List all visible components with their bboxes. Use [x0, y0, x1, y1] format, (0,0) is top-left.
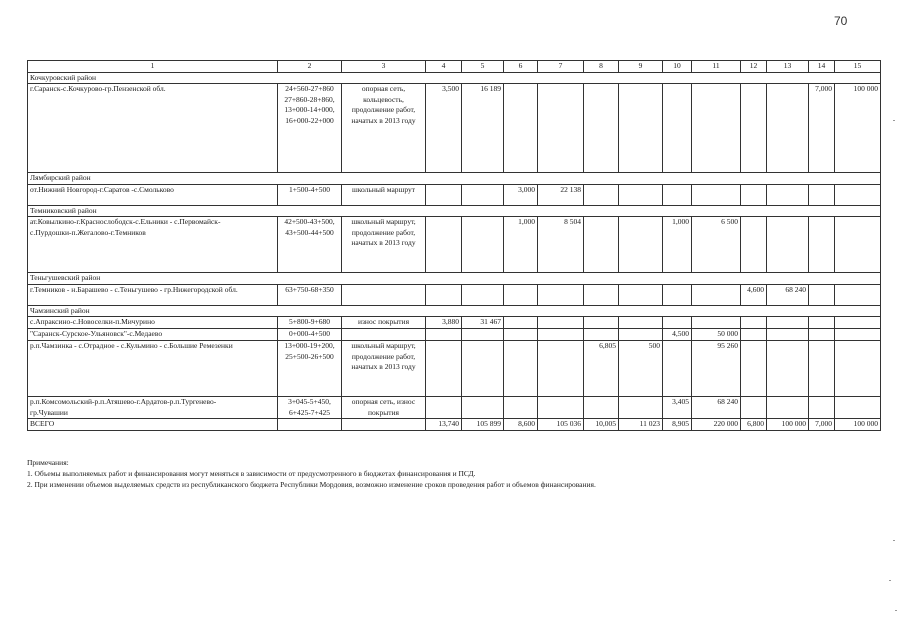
cell	[584, 217, 619, 273]
table-row	[28, 284, 881, 305]
road-km: 13+000-19+200, 25+500-26+500	[278, 341, 342, 397]
cell	[538, 84, 584, 173]
cell	[767, 84, 809, 173]
cell	[809, 329, 835, 341]
cell: 68 240	[692, 397, 741, 419]
section-row	[28, 205, 881, 217]
note-1: 1. Объемы выполняемых работ и финансирования могут меняться в зависимости от предусмотренного в бюджетах финансирования и ПСД.	[27, 469, 476, 478]
notes-title: Примечания:	[27, 458, 69, 467]
work-reason: школьный маршрут, продолжение работ, начатых в 2013 году	[342, 217, 426, 273]
scan-speck	[893, 120, 895, 121]
cell	[809, 284, 835, 305]
col-header-11: 11	[692, 61, 741, 73]
cell: 68 240	[767, 284, 809, 305]
road-km: 63+750-68+350	[278, 284, 342, 305]
scan-speck	[893, 540, 895, 541]
road-works-table	[27, 60, 881, 431]
note-2: 2. При изменении объемов выделяемых средств из республиканского бюджета Республики Мордовия, возможно изменение сроков проведения работ и объемов финансирования.	[27, 480, 596, 489]
cell: 4,500	[663, 329, 692, 341]
cell	[584, 284, 619, 305]
cell	[504, 317, 538, 329]
cell	[278, 419, 342, 431]
cell	[741, 329, 767, 341]
cell	[538, 341, 584, 397]
cell	[809, 397, 835, 419]
road-name: "Саранск-Сурское-Ульяновск"-с.Медаево	[28, 329, 278, 341]
section-tengushevsky: Теньгушевский район	[28, 273, 881, 285]
cell: 16 189	[462, 84, 504, 173]
cell	[692, 317, 741, 329]
cell	[663, 341, 692, 397]
road-km: 0+000-4+500	[278, 329, 342, 341]
cell	[584, 329, 619, 341]
table-row	[28, 397, 881, 419]
total-cell: 8,905	[663, 419, 692, 431]
cell	[462, 341, 504, 397]
cell	[663, 84, 692, 173]
total-cell: 100 000	[835, 419, 881, 431]
cell	[462, 184, 504, 205]
cell	[767, 329, 809, 341]
col-header-14: 14	[809, 61, 835, 73]
road-name: от.Нижний Новгород-г.Саратов -с.Смольково	[28, 184, 278, 205]
cell	[504, 397, 538, 419]
cell	[426, 341, 462, 397]
col-header-2: 2	[278, 61, 342, 73]
cell	[692, 184, 741, 205]
total-cell: 10,005	[584, 419, 619, 431]
cell	[835, 341, 881, 397]
total-cell: 105 036	[538, 419, 584, 431]
col-header-4: 4	[426, 61, 462, 73]
col-header-15: 15	[835, 61, 881, 73]
scan-speck	[895, 610, 897, 611]
cell	[835, 284, 881, 305]
work-reason: школьный маршрут, продолжение работ, начатых в 2013 году	[342, 341, 426, 397]
total-row	[28, 419, 881, 431]
cell	[741, 184, 767, 205]
cell: 6,805	[584, 341, 619, 397]
cell: 31 467	[462, 317, 504, 329]
cell: 6 500	[692, 217, 741, 273]
cell: 95 260	[692, 341, 741, 397]
road-name: р.п.Чамзинка - с.Отрадное - с.Кульмино - с.Большие Ремезенки	[28, 341, 278, 397]
total-cell: 7,000	[809, 419, 835, 431]
cell: 50 000	[692, 329, 741, 341]
total-cell: 11 023	[619, 419, 663, 431]
cell	[538, 317, 584, 329]
section-row	[28, 72, 881, 84]
col-header-8: 8	[584, 61, 619, 73]
cell: 8 504	[538, 217, 584, 273]
col-header-10: 10	[663, 61, 692, 73]
cell	[835, 184, 881, 205]
work-reason: износ покрытия	[342, 317, 426, 329]
section-row	[28, 305, 881, 317]
cell	[504, 329, 538, 341]
table-row	[28, 329, 881, 341]
work-reason: опорная сеть, кольцевость, продолжение работ, начатых в 2013 году	[342, 84, 426, 173]
cell	[426, 184, 462, 205]
cell: 3,000	[504, 184, 538, 205]
cell	[767, 184, 809, 205]
total-cell: 13,740	[426, 419, 462, 431]
cell	[663, 184, 692, 205]
table-row	[28, 341, 881, 397]
road-km: 24+560-27+860 27+860-28+860, 13+000-14+000, 16+000-22+000	[278, 84, 342, 173]
cell	[741, 317, 767, 329]
cell	[619, 84, 663, 173]
cell	[504, 341, 538, 397]
cell	[584, 397, 619, 419]
cell	[462, 397, 504, 419]
cell	[462, 284, 504, 305]
cell: 22 138	[538, 184, 584, 205]
cell	[462, 217, 504, 273]
cell	[504, 284, 538, 305]
cell	[619, 329, 663, 341]
total-cell: 8,600	[504, 419, 538, 431]
cell	[538, 329, 584, 341]
cell	[835, 329, 881, 341]
table-row	[28, 184, 881, 205]
col-header-7: 7	[538, 61, 584, 73]
col-header-5: 5	[462, 61, 504, 73]
cell	[767, 341, 809, 397]
road-name: г.Саранск-с.Кочкурово-гр.Пензенской обл.	[28, 84, 278, 173]
cell	[426, 329, 462, 341]
road-name: с.Апраксино-с.Новоселки-п.Мичурино	[28, 317, 278, 329]
cell	[692, 84, 741, 173]
cell: 1,000	[663, 217, 692, 273]
cell: 3,500	[426, 84, 462, 173]
cell	[809, 317, 835, 329]
cell	[741, 397, 767, 419]
cell	[584, 184, 619, 205]
cell	[619, 284, 663, 305]
cell	[619, 397, 663, 419]
cell: 3,405	[663, 397, 692, 419]
page-number: 70	[834, 14, 848, 28]
cell	[835, 217, 881, 273]
cell	[835, 317, 881, 329]
total-label: ВСЕГО	[28, 419, 278, 431]
col-header-12: 12	[741, 61, 767, 73]
cell	[741, 217, 767, 273]
road-km: 1+500-4+500	[278, 184, 342, 205]
work-reason	[342, 329, 426, 341]
cell	[426, 217, 462, 273]
cell	[504, 84, 538, 173]
work-reason: опорная сеть, износ покрытия	[342, 397, 426, 419]
total-cell: 6,800	[741, 419, 767, 431]
cell	[619, 184, 663, 205]
cell	[809, 184, 835, 205]
cell: 7,000	[809, 84, 835, 173]
cell	[342, 419, 426, 431]
cell: 1,000	[504, 217, 538, 273]
work-reason	[342, 284, 426, 305]
cell	[692, 284, 741, 305]
cell	[767, 317, 809, 329]
cell	[767, 217, 809, 273]
scan-speck	[889, 580, 891, 581]
col-header-13: 13	[767, 61, 809, 73]
col-header-6: 6	[504, 61, 538, 73]
section-temnikovsky: Темниковский район	[28, 205, 881, 217]
cell: 4,600	[741, 284, 767, 305]
total-cell: 100 000	[767, 419, 809, 431]
cell	[584, 84, 619, 173]
cell	[809, 341, 835, 397]
col-header-3: 3	[342, 61, 426, 73]
cell	[538, 397, 584, 419]
road-km: 5+800-9+680	[278, 317, 342, 329]
total-cell: 220 000	[692, 419, 741, 431]
total-cell: 105 899	[462, 419, 504, 431]
cell	[584, 317, 619, 329]
cell	[741, 84, 767, 173]
cell	[619, 217, 663, 273]
col-header-9: 9	[619, 61, 663, 73]
notes	[27, 457, 596, 490]
cell: 100 000	[835, 84, 881, 173]
section-kochkurovsky: Кочкуровский район	[28, 72, 881, 84]
col-header-1: 1	[28, 61, 278, 73]
cell: 500	[619, 341, 663, 397]
cell	[426, 284, 462, 305]
road-km: 42+500-43+500, 43+500-44+500	[278, 217, 342, 273]
cell	[538, 284, 584, 305]
cell	[835, 397, 881, 419]
cell	[741, 341, 767, 397]
section-row	[28, 273, 881, 285]
cell	[663, 284, 692, 305]
work-reason: школьный маршрут	[342, 184, 426, 205]
cell	[767, 397, 809, 419]
section-lyambirsky: Лямбирский район	[28, 173, 881, 185]
cell	[426, 397, 462, 419]
cell	[619, 317, 663, 329]
column-number-row	[28, 61, 881, 73]
section-row	[28, 173, 881, 185]
cell	[462, 329, 504, 341]
road-name: ат.Ковылкино-г.Краснослободск-с.Ельники - с.Первомайск- с.Пурдошки-п.Жегалово-г.Темников	[28, 217, 278, 273]
road-name: г.Темников - н.Барашево - с.Теньгушево - гр.Нижегородской обл.	[28, 284, 278, 305]
cell	[809, 217, 835, 273]
cell	[663, 317, 692, 329]
table-row	[28, 217, 881, 273]
section-chamzinsky: Чамзинский район	[28, 305, 881, 317]
table-row	[28, 84, 881, 173]
road-name: р.п.Комсомольский-р.п.Атяшево-г.Ардатов-р.п.Тургенево- гр.Чувашии	[28, 397, 278, 419]
table-row	[28, 317, 881, 329]
road-km: 3+045-5+450, 6+425-7+425	[278, 397, 342, 419]
cell: 3,880	[426, 317, 462, 329]
